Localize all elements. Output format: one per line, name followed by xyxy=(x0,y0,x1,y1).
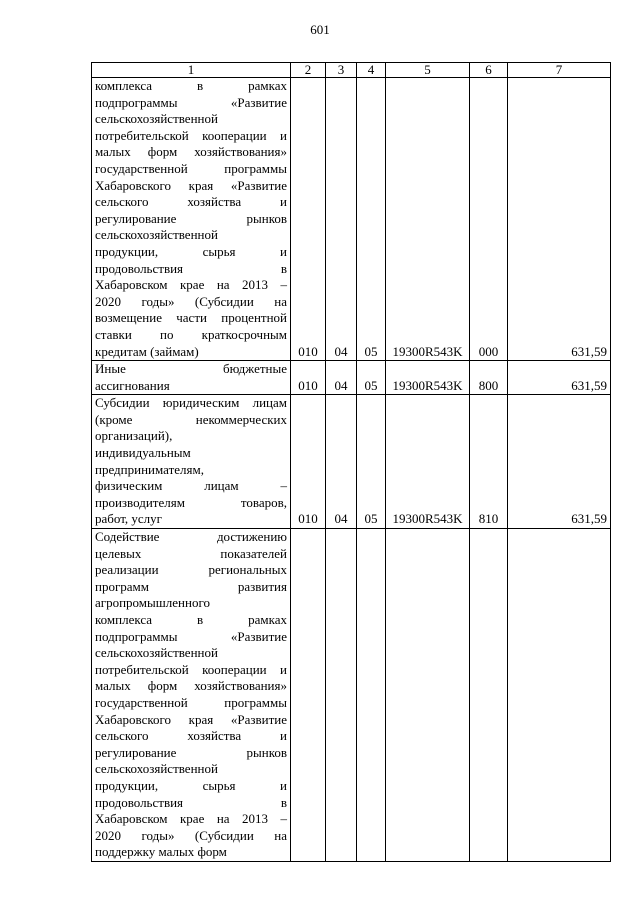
description-line: сельского хозяйства и xyxy=(95,194,287,210)
target-article-cell: 19300R543K xyxy=(386,361,470,395)
subsection-code-cell xyxy=(357,529,386,862)
description-line: ставки по краткосрочным xyxy=(95,326,287,342)
description-line: подпрограммы «Развитие xyxy=(95,94,287,110)
amount-cell: 631,59 xyxy=(508,78,611,361)
table-row xyxy=(92,395,611,529)
description-line: потребительской кооперации и xyxy=(95,127,287,143)
description-line: Хабаровского края «Развитие xyxy=(95,177,287,193)
description-line: малых форм хозяйствования» xyxy=(95,678,287,694)
description-line: производителям товаров, xyxy=(95,494,287,510)
description-line: регулирование рынков xyxy=(95,210,287,226)
description-line: реализации региональных xyxy=(95,562,287,578)
table-row xyxy=(92,529,611,862)
description-line: сельскохозяйственной xyxy=(95,111,218,127)
description-line: программ развития xyxy=(95,578,287,594)
admin-code-cell: 010 xyxy=(291,361,326,395)
description-line: продукции, сырья и xyxy=(95,777,287,793)
section-code-cell: 04 xyxy=(326,361,357,395)
expense-type-cell: 800 xyxy=(470,361,508,395)
target-article-cell: 19300R543K xyxy=(386,395,470,529)
row-description xyxy=(92,395,291,529)
admin-code-cell xyxy=(291,529,326,862)
description-line: продовольствия в xyxy=(95,794,287,810)
description-line: комплекса в рамках xyxy=(95,612,287,627)
description-line: предпринимателям, xyxy=(95,461,204,477)
description-line: малых форм хозяйствования» xyxy=(95,144,287,160)
description-line: продукции, сырья и xyxy=(95,243,287,259)
description-line: 2020 годы» (Субсидии на xyxy=(95,293,287,309)
row-description xyxy=(92,78,291,361)
section-code-cell: 04 xyxy=(326,78,357,361)
row-description xyxy=(92,529,291,862)
amount-cell: 631,59 xyxy=(508,361,611,395)
header-col-7: 7 xyxy=(508,63,611,78)
description-line: сельскохозяйственной xyxy=(95,227,218,243)
section-code-cell: 04 xyxy=(326,395,357,529)
budget-table xyxy=(91,62,611,862)
expense-type-cell: 810 xyxy=(470,395,508,529)
description-line: государственной программы xyxy=(95,694,287,710)
amount-cell xyxy=(508,529,611,862)
description-line: Субсидии юридическим лицам xyxy=(95,395,287,411)
admin-code-cell: 010 xyxy=(291,395,326,529)
header-col-2: 2 xyxy=(291,63,326,78)
amount-cell: 631,59 xyxy=(508,395,611,529)
admin-code-cell: 010 xyxy=(291,78,326,361)
expense-type-cell: 000 xyxy=(470,78,508,361)
page-number: 601 xyxy=(310,22,330,37)
description-line: физическим лицам – xyxy=(95,478,287,494)
description-line: регулирование рынков xyxy=(95,744,287,760)
description-line: ассигнования xyxy=(95,377,170,393)
target-article-cell: 19300R543K xyxy=(386,78,470,361)
description-line: агропромышленного xyxy=(95,595,210,611)
description-line: Иные бюджетные xyxy=(95,361,287,377)
row-description xyxy=(92,361,291,395)
target-article-cell xyxy=(386,529,470,862)
expense-type-cell xyxy=(470,529,508,862)
description-line: Хабаровском крае на 2013 – xyxy=(95,277,287,293)
description-line: подпрограммы «Развитие xyxy=(95,628,287,644)
description-line: государственной программы xyxy=(95,160,287,176)
description-line: сельского хозяйства и xyxy=(95,728,287,744)
subsection-code-cell: 05 xyxy=(357,78,386,361)
table-row xyxy=(92,361,611,395)
description-line: сельскохозяйственной xyxy=(95,645,218,661)
header-col-1: 1 xyxy=(92,63,291,78)
description-line: поддержку малых форм xyxy=(95,844,227,860)
description-line: работ, услуг xyxy=(95,511,163,527)
header-col-6: 6 xyxy=(470,63,508,78)
description-line: Содействие достижению xyxy=(95,529,287,545)
description-line: (кроме некоммерческих xyxy=(95,411,287,427)
description-line: комплекса в рамках xyxy=(95,78,287,93)
description-line: Хабаровского края «Развитие xyxy=(95,711,287,727)
description-line: индивидуальным xyxy=(95,445,191,461)
description-line: Хабаровском крае на 2013 – xyxy=(95,811,287,827)
section-code-cell xyxy=(326,529,357,862)
description-line: 2020 годы» (Субсидии на xyxy=(95,827,287,843)
description-line: кредитам (займам) xyxy=(95,343,199,359)
table-header-row xyxy=(92,63,611,78)
header-col-3: 3 xyxy=(326,63,357,78)
description-line: сельскохозяйственной xyxy=(95,761,218,777)
subsection-code-cell: 05 xyxy=(357,395,386,529)
subsection-code-cell: 05 xyxy=(357,361,386,395)
header-col-4: 4 xyxy=(357,63,386,78)
description-line: целевых показателей xyxy=(95,545,287,561)
header-col-5: 5 xyxy=(386,63,470,78)
description-line: потребительской кооперации и xyxy=(95,661,287,677)
table-row xyxy=(92,78,611,361)
description-line: организаций), xyxy=(95,428,173,444)
description-line: возмещение части процентной xyxy=(95,310,287,326)
description-line: продовольствия в xyxy=(95,260,287,276)
